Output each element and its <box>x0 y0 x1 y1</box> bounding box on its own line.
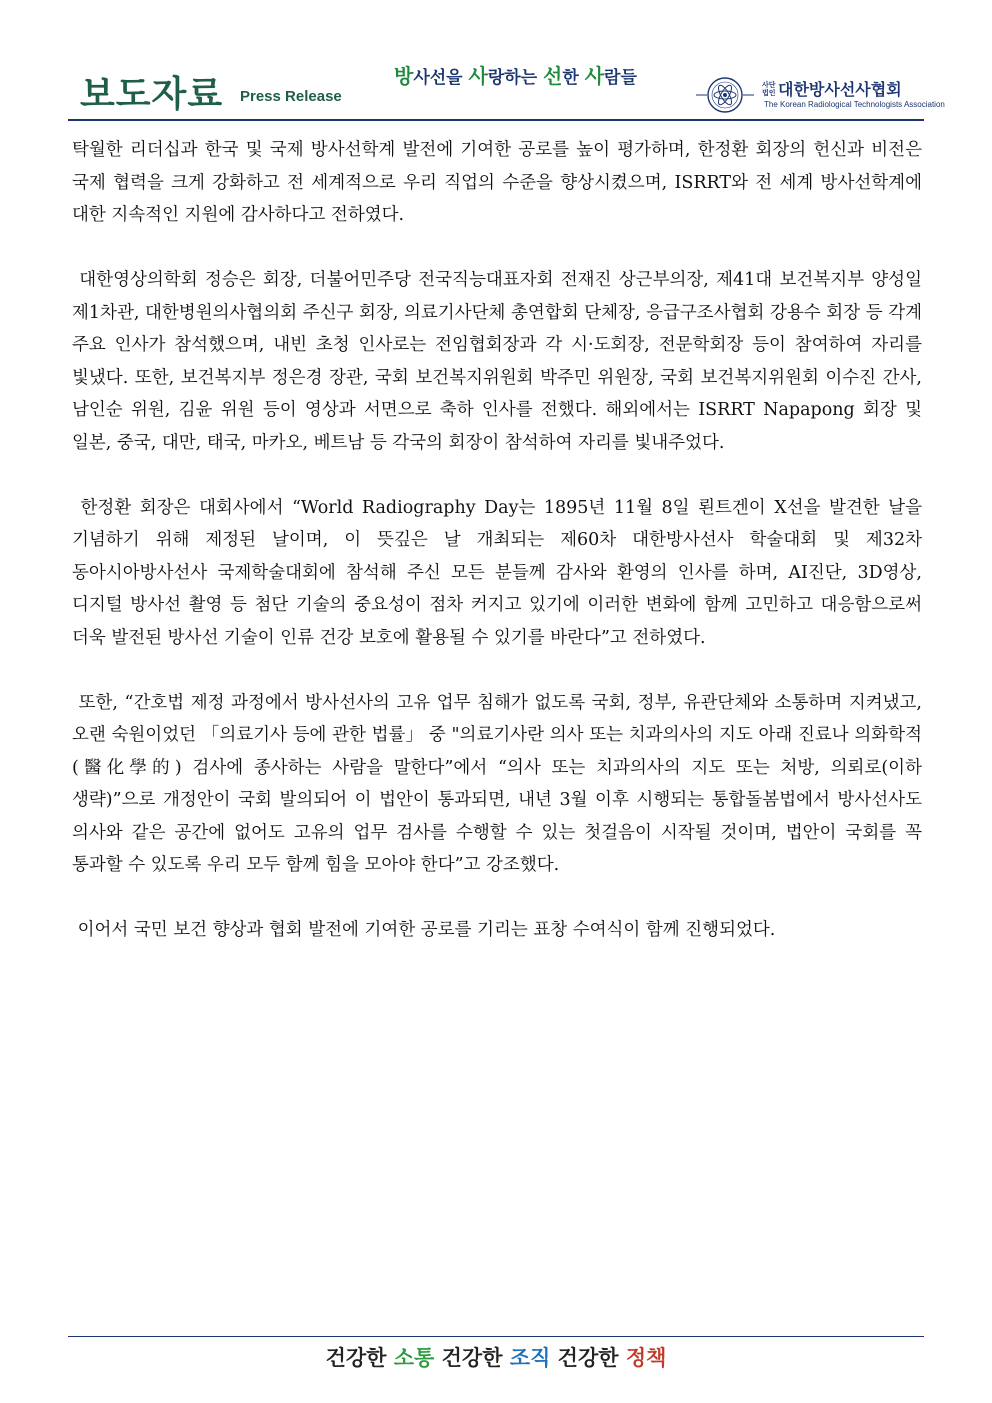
footer-slogan <box>0 1342 992 1372</box>
article-body <box>72 134 922 979</box>
footer-part: 정책 <box>625 1346 667 1370</box>
footer-part: 건강한 <box>434 1346 510 1370</box>
page-header <box>68 38 945 120</box>
press-release-title-ko: 보도자료 <box>80 74 224 115</box>
org-name: 대한방사선사협회 <box>778 80 902 99</box>
footer-part: 건강한 <box>325 1346 394 1370</box>
paragraph: 대한영상의학회 정승은 회장, 더불어민주당 전국직능대표자회 전재진 상근부의장, 제41대 보건복지부 양성일 제1차관, 대한병원의사협의회 주신구 회장, 의료기사단체 총연합회 단체장, 응급구조사협회 강용수 회장 등 각계 주요 인사가 참석했으며, 내빈 초청 인사로는 전임협회장과 각 시·도회장, 전문학회장 등이 참여하여 자리를 빛냈다. 또한, 보건복지부 정은경 장관, 국회 보건복지위원회 박주민 위원장, 국회 보건복지위원회 이수진 간사, 남인순 위원, 김윤 위원 등이 영상과 서면으로 축하 인사를 전했다. 해외에서는 ISRRT Napapong 회장 및 일본, 중국, 대만, 태국, 마카오, 베트남 등 각국의 회장이 참석하여 자리를 빛내주었다. <box>72 270 922 453</box>
slogan-part: 방 <box>394 64 414 88</box>
slogan-part: 한 <box>562 68 585 88</box>
footer-part: 소통 <box>393 1346 435 1370</box>
header-divider <box>68 119 924 121</box>
slogan-part: 람들 <box>604 68 637 88</box>
paragraph: 또한, “간호법 제정 과정에서 방사선사의 고유 업무 침해가 없도록 국회, 정부, 유관단체와 소통하며 지켜냈고, 오랜 숙원이었던 「의료기사 등에 관한 법률」 중 "의료기사란 의사 또는 치과의사의 지도 아래 진료나 의화학적(醫化學的) 검사에 종사하는 사람을 말한다”에서 “의사 또는 치과의사의 지도 또는 처방, 의뢰로(이하 생략)”으로 개정안이 국회 발의되어 이 법안이 통과되면, 내년 3월 이후 시행되는 통합돌봄법에서 방사선사도 의사와 같은 공간에 없어도 고유의 업무 검사를 수행할 수 있는 첫걸음이 시작될 것이며, 법안이 국회를 꼭 통과할 수 있도록 우리 모두 함께 힘을 모아야 한다”고 강조했다. <box>72 692 922 875</box>
slogan-part: 사선을 <box>413 68 469 88</box>
org-type: 사단법인 <box>762 81 776 97</box>
press-release-title-en: Press Release <box>240 88 342 105</box>
slogan-part: 선 <box>543 64 563 88</box>
slogan-part: 랑하는 <box>487 68 544 88</box>
association-logo <box>696 76 945 114</box>
org-name-en: The Korean Radiological Technologists Association <box>764 100 945 109</box>
paragraph: 탁월한 리더십과 한국 및 국제 방사선학계 발전에 기여한 공로를 높이 평가하며, 한정환 회장의 헌신과 비전은 국제 협력을 크게 강화하고 전 세계적으로 우리 직업의 수준을 향상시켰으며, ISRRT와 전 세계 방사선학계에 대한 지속적인 지원에 감사하다고 전하였다. <box>72 140 922 225</box>
paragraph: 이어서 국민 보건 향상과 협회 발전에 기여한 공로를 기리는 표창 수여식이 함께 진행되었다. <box>72 920 776 940</box>
slogan <box>394 60 637 89</box>
footer-divider <box>68 1336 924 1337</box>
atom-emblem-icon <box>696 76 754 114</box>
paragraph: 한정환 회장은 대회사에서 “World Radiography Day는 1895년 11월 8일 뢴트겐이 X선을 발견한 날을 기념하기 위해 제정된 날이며, 이 뜻깊은 날 개최되는 제60차 대한방사선사 학술대회 및 제32차 동아시아방사선사 국제학술대회에 참석해 주신 모든 분들께 감사와 환영의 인사를 하며, AI진단, 3D영상, 디지털 방사선 촬영 등 첨단 기술의 중요성이 점차 커지고 있기에 이러한 변화에 함께 고민하고 대응함으로써 더욱 발전된 방사선 기술이 인류 건강 보호에 활용될 수 있기를 바란다”고 전하였다. <box>72 497 922 648</box>
slogan-part: 사 <box>468 64 488 88</box>
footer-part: 조직 <box>509 1346 551 1370</box>
footer-part: 건강한 <box>550 1346 626 1370</box>
slogan-part: 사 <box>584 64 605 88</box>
